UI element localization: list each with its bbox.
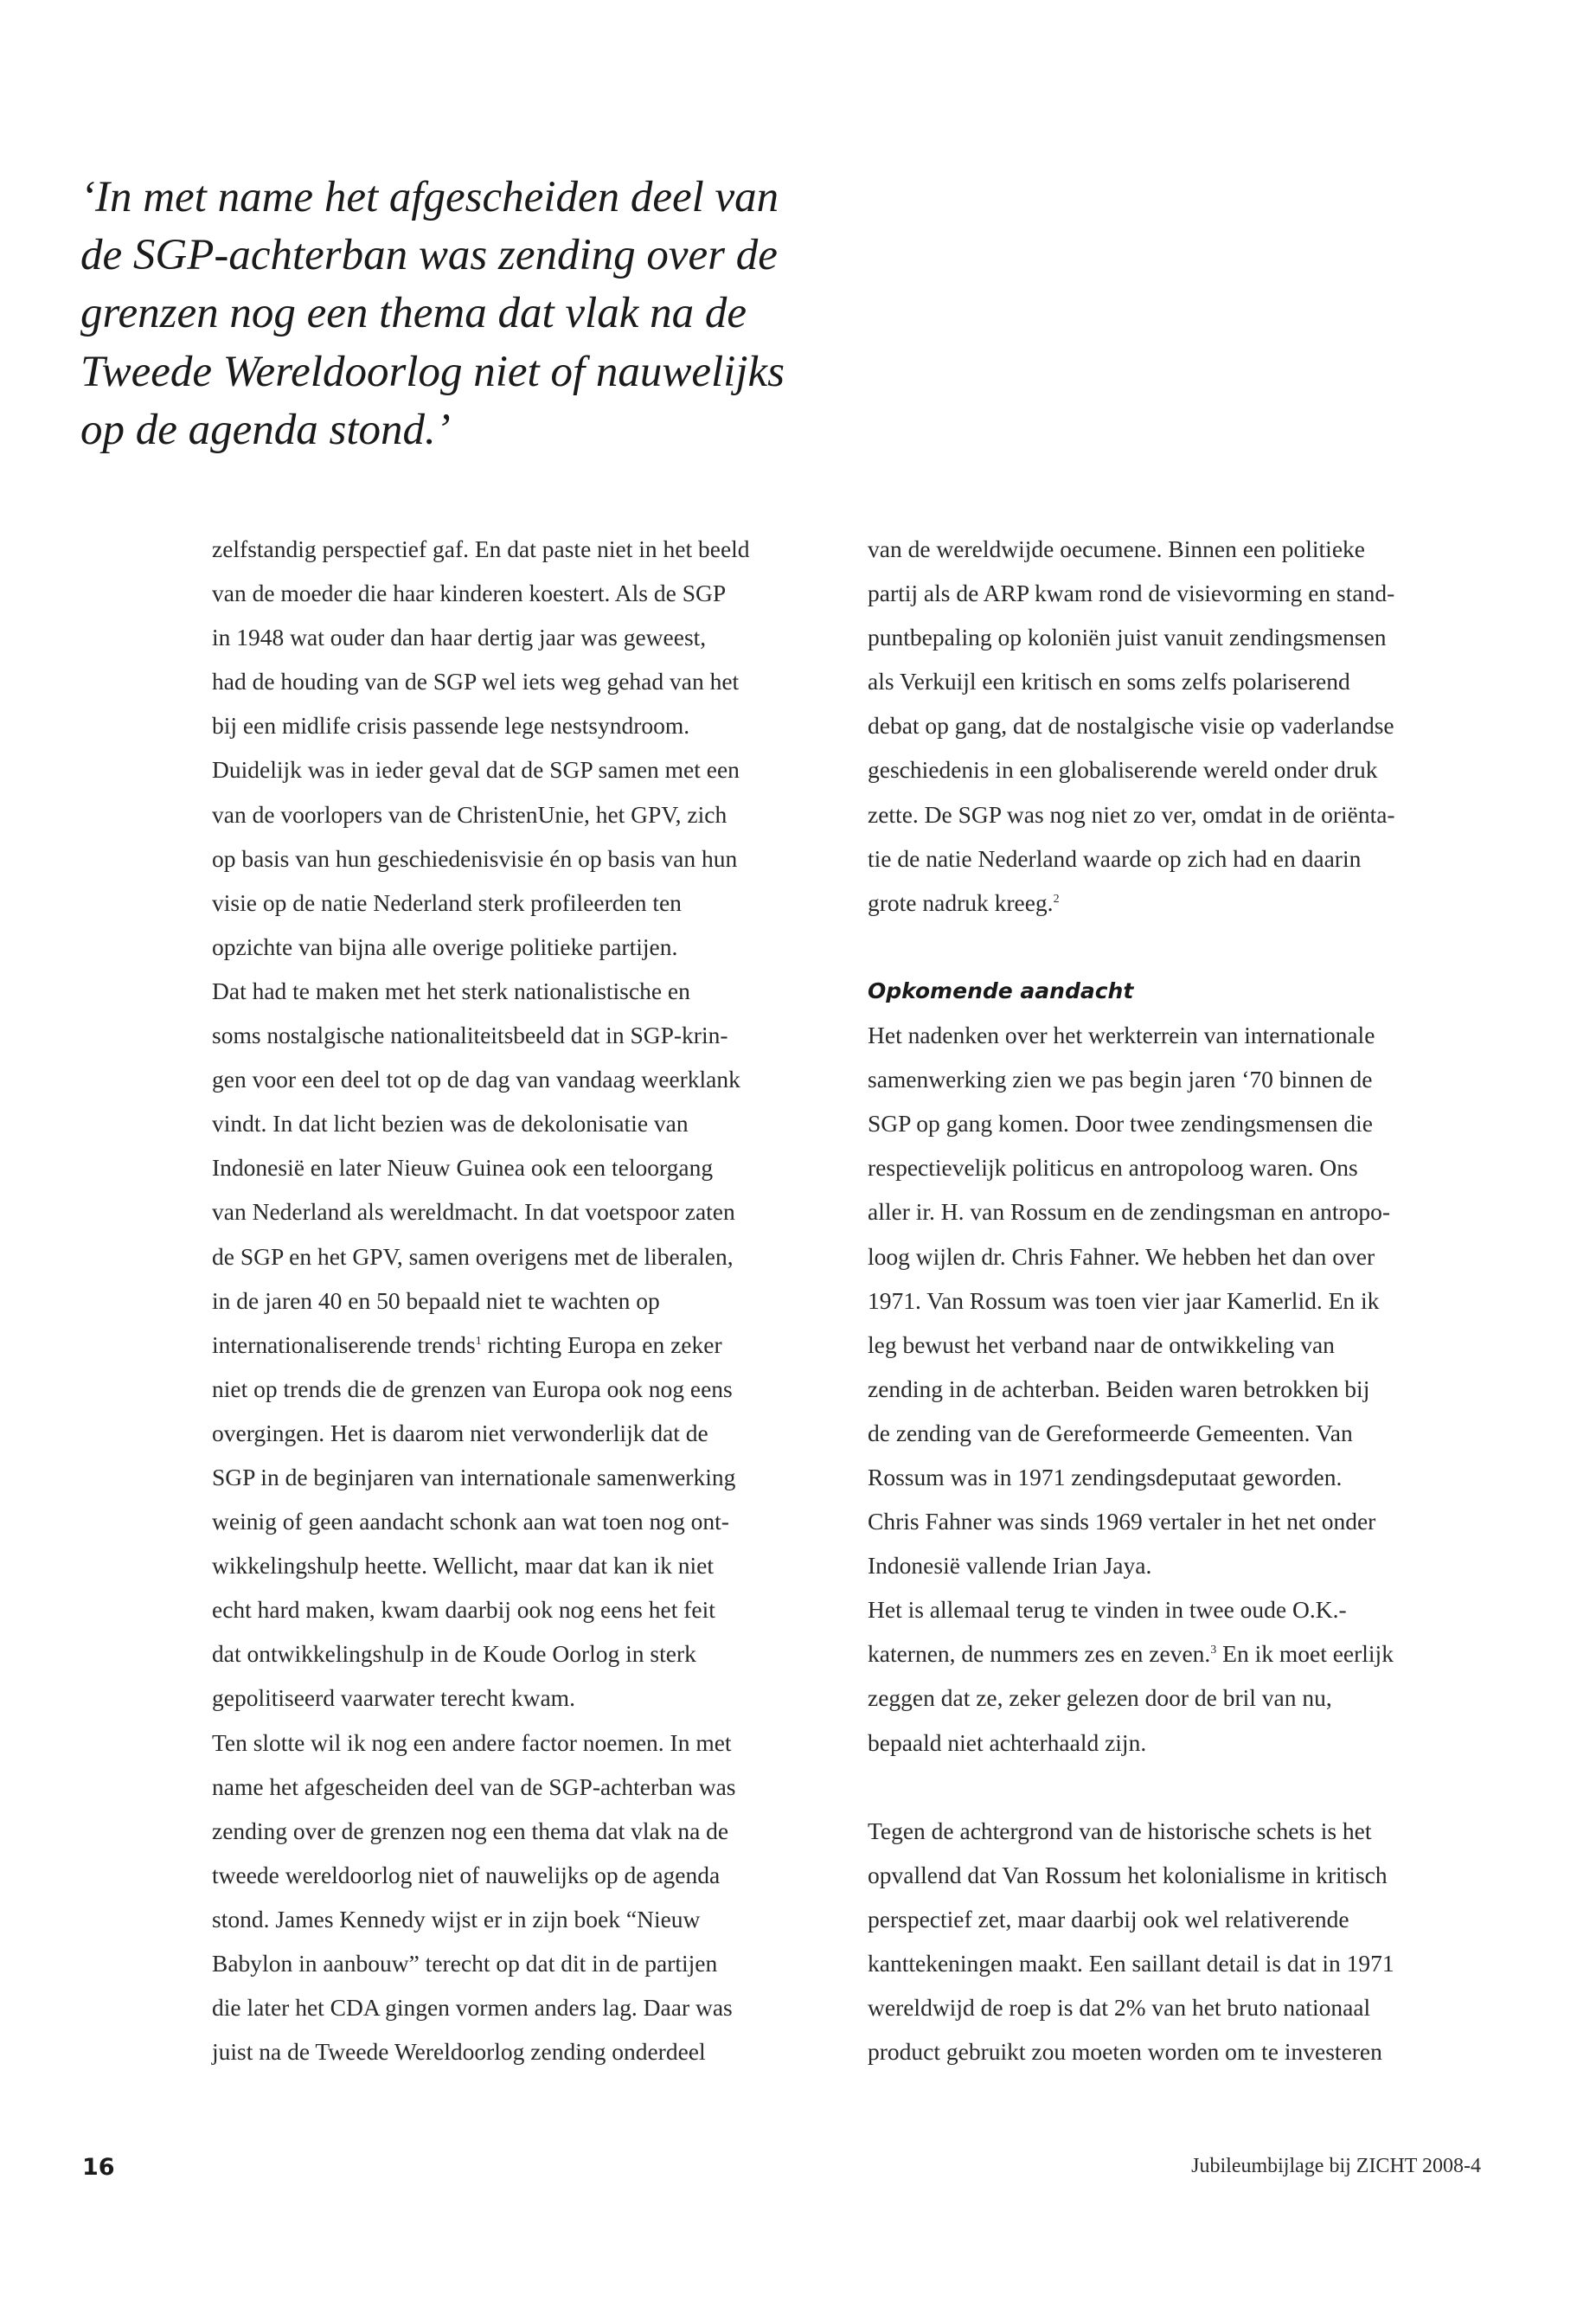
body-text: internationaliserende trends [212, 1330, 476, 1358]
body-line: die later het CDA gingen vormen anders lag. Daar was [212, 1994, 733, 2022]
body-line: aller ir. H. van Rossum en de zendingsman en antropo- [868, 1198, 1391, 1226]
body-line: Babylon in aanbouw” terecht op dat dit in de partijen [212, 1950, 718, 1977]
body-line: opvallend dat Van Rossum het kolonialisme in kritisch [868, 1861, 1388, 1888]
body-line-with-footnote [868, 1631, 1490, 1676]
body-line: gepolitiseerd vaarwater terecht kwam. [212, 1684, 575, 1712]
body-line: Chris Fahner was sinds 1969 vertaler in het net onder [868, 1508, 1376, 1535]
body-line: zending in de achterban. Beiden waren betrokken bij [868, 1375, 1370, 1402]
body-line: 1971. Van Rossum was toen vier jaar Kamerlid. En ik [868, 1286, 1380, 1314]
body-line: had de houding van de SGP wel iets weg gehad van het [212, 668, 740, 695]
body-line: Duidelijk was in ieder geval dat de SGP samen met een [212, 756, 740, 784]
body-text: grote nadruk kreeg. [868, 888, 1054, 916]
body-line: van Nederland als wereldmacht. In dat voetspoor zaten [212, 1198, 735, 1226]
body-text: katernen, de nummers zes en zeven. [868, 1640, 1211, 1668]
body-text: richting Europa en zeker [481, 1330, 722, 1358]
body-line: name het afgescheiden deel van de SGP-achterban was [212, 1772, 736, 1800]
running-footer: Jubileumbijlage bij ZICHT 2008-4 [1191, 2155, 1481, 2177]
page-number: 16 [82, 2154, 115, 2181]
body-line: de SGP en het GPV, samen overigens met de liberalen, [212, 1242, 734, 1270]
body-line: in de jaren 40 en 50 bepaald niet te wachten op [212, 1286, 660, 1314]
body-line: bij een midlife crisis passende lege nestsyndroom. [212, 712, 690, 740]
body-line: op basis van hun geschiedenisvisie én op basis van hun [212, 844, 738, 872]
body-line: dat ontwikkelingshulp in de Koude Oorlog in sterk [212, 1640, 696, 1668]
body-line: partij als de ARP kwam rond de visievorming en stand- [868, 580, 1395, 607]
body-line: zending over de grenzen nog een thema dat vlak na de [212, 1817, 729, 1844]
body-line: Ten slotte wil ik nog een andere factor noemen. In met [212, 1728, 732, 1756]
body-line: als Verkuijl een kritisch en soms zelfs polariserend [868, 668, 1350, 695]
body-line: product gebruikt zou moeten worden om te investeren [868, 2038, 1382, 2066]
paragraph-gap [868, 1765, 1490, 1809]
body-line: in 1948 wat ouder dan haar dertig jaar was geweest, [212, 624, 707, 651]
body-line: tie de natie Nederland waarde op zich had en daarin [868, 844, 1362, 872]
section-heading: Opkomende aandacht [868, 977, 1134, 1003]
body-line: Het nadenken over het werkterrein van internationale [868, 1022, 1375, 1049]
body-line: Het is allemaal terug te vinden in twee oude O.K.- [868, 1596, 1347, 1624]
body-line: SGP op gang komen. Door twee zendingsmensen die [868, 1110, 1374, 1138]
body-line-with-footnote [868, 881, 1490, 925]
body-line: visie op de natie Nederland sterk profileerden ten [212, 888, 682, 916]
body-line: van de voorlopers van de ChristenUnie, het GPV, zich [212, 800, 727, 828]
footnote-marker: 2 [1053, 892, 1060, 906]
body-line: Tegen de achtergrond van de historische schets is het [868, 1817, 1372, 1844]
pull-quote-line: grenzen nog een thema dat vlak na de [80, 289, 747, 338]
body-line: samenwerking zien we pas begin jaren ‘70 binnen de [868, 1066, 1373, 1093]
body-line: wereldwijd de roep is dat 2% van het bruto nationaal [868, 1994, 1371, 2022]
body-line: tweede wereldoorlog niet of nauwelijks op de agenda [212, 1861, 721, 1888]
pull-quote-line: ‘In met name het afgescheiden deel van [80, 173, 779, 221]
body-line: puntbepaling op koloniën juist vanuit zendingsmensen [868, 624, 1387, 651]
pull-quote-line: Tweede Wereldoorlog niet of nauwelijks [80, 347, 785, 396]
body-line: van de moeder die haar kinderen koestert. Als de SGP [212, 580, 727, 607]
body-line: loog wijlen dr. Chris Fahner. We hebben het dan over [868, 1242, 1375, 1270]
body-line: de zending van de Gereformeerde Gemeenten. Van [868, 1419, 1353, 1446]
body-text: En ik moet eerlijk [1216, 1640, 1394, 1668]
body-line: juist na de Tweede Wereldoorlog zending onderdeel [212, 2038, 706, 2066]
body-line: bepaald niet achterhaald zijn. [868, 1728, 1147, 1756]
body-line: zette. De SGP was nog niet zo ver, omdat in de oriënta- [868, 800, 1395, 828]
pull-quote [80, 169, 824, 459]
body-line: niet op trends die de grenzen van Europa ook nog eens [212, 1375, 733, 1402]
body-line: stond. James Kennedy wijst er in zijn boek “Nieuw [212, 1905, 701, 1932]
paragraph-gap [868, 925, 1490, 969]
body-line: zelfstandig perspectief gaf. En dat paste niet in het beeld [212, 535, 750, 562]
body-line: Indonesië en later Nieuw Guinea ook een teloorgang [212, 1154, 714, 1182]
footnote-marker: 3 [1210, 1644, 1217, 1657]
right-text-column [868, 527, 1490, 2073]
body-line: kanttekeningen maakt. Een saillant detail is dat in 1971 [868, 1950, 1394, 1977]
body-line: geschiedenis in een globaliserende wereld onder druk [868, 756, 1378, 784]
left-text-column [212, 527, 835, 2073]
body-line: respectievelijk politicus en antropoloog waren. Ons [868, 1154, 1358, 1182]
body-line: zeggen dat ze, zeker gelezen door de bril van nu, [868, 1684, 1332, 1712]
body-line: SGP in de beginjaren van internationale samenwerking [212, 1463, 736, 1490]
body-line: wikkelingshulp heette. Wellicht, maar dat kan ik niet [212, 1552, 714, 1580]
body-line: Indonesië vallende Irian Jaya. [868, 1552, 1152, 1580]
body-line: perspectief zet, maar daarbij ook wel relativerende [868, 1905, 1349, 1932]
body-line: soms nostalgische nationaliteitsbeeld dat in SGP-krin- [212, 1022, 728, 1049]
pull-quote-line: de SGP-achterban was zending over de [80, 231, 778, 280]
body-line: overgingen. Het is daarom niet verwonderlijk dat de [212, 1419, 708, 1446]
body-line: opzichte van bijna alle overige politieke partijen. [212, 933, 678, 960]
body-line: debat op gang, dat de nostalgische visie op vaderlandse [868, 712, 1394, 740]
body-line: Rossum was in 1971 zendingsdeputaat geworden. [868, 1463, 1343, 1490]
body-line-with-footnote [212, 1323, 835, 1367]
body-line: echt hard maken, kwam daarbij ook nog eens het feit [212, 1596, 715, 1624]
pull-quote-line: op de agenda stond.’ [80, 405, 451, 454]
body-line: weinig of geen aandacht schonk aan wat toen nog ont- [212, 1508, 729, 1535]
body-line: vindt. In dat licht bezien was de dekolonisatie van [212, 1110, 689, 1138]
footnote-marker: 1 [475, 1334, 482, 1348]
body-line: gen voor een deel tot op de dag van vandaag weerklank [212, 1066, 740, 1093]
body-line: Dat had te maken met het sterk nationalistische en [212, 977, 690, 1004]
body-line: van de wereldwijde oecumene. Binnen een politieke [868, 535, 1365, 562]
body-line: leg bewust het verband naar de ontwikkeling van [868, 1330, 1335, 1358]
